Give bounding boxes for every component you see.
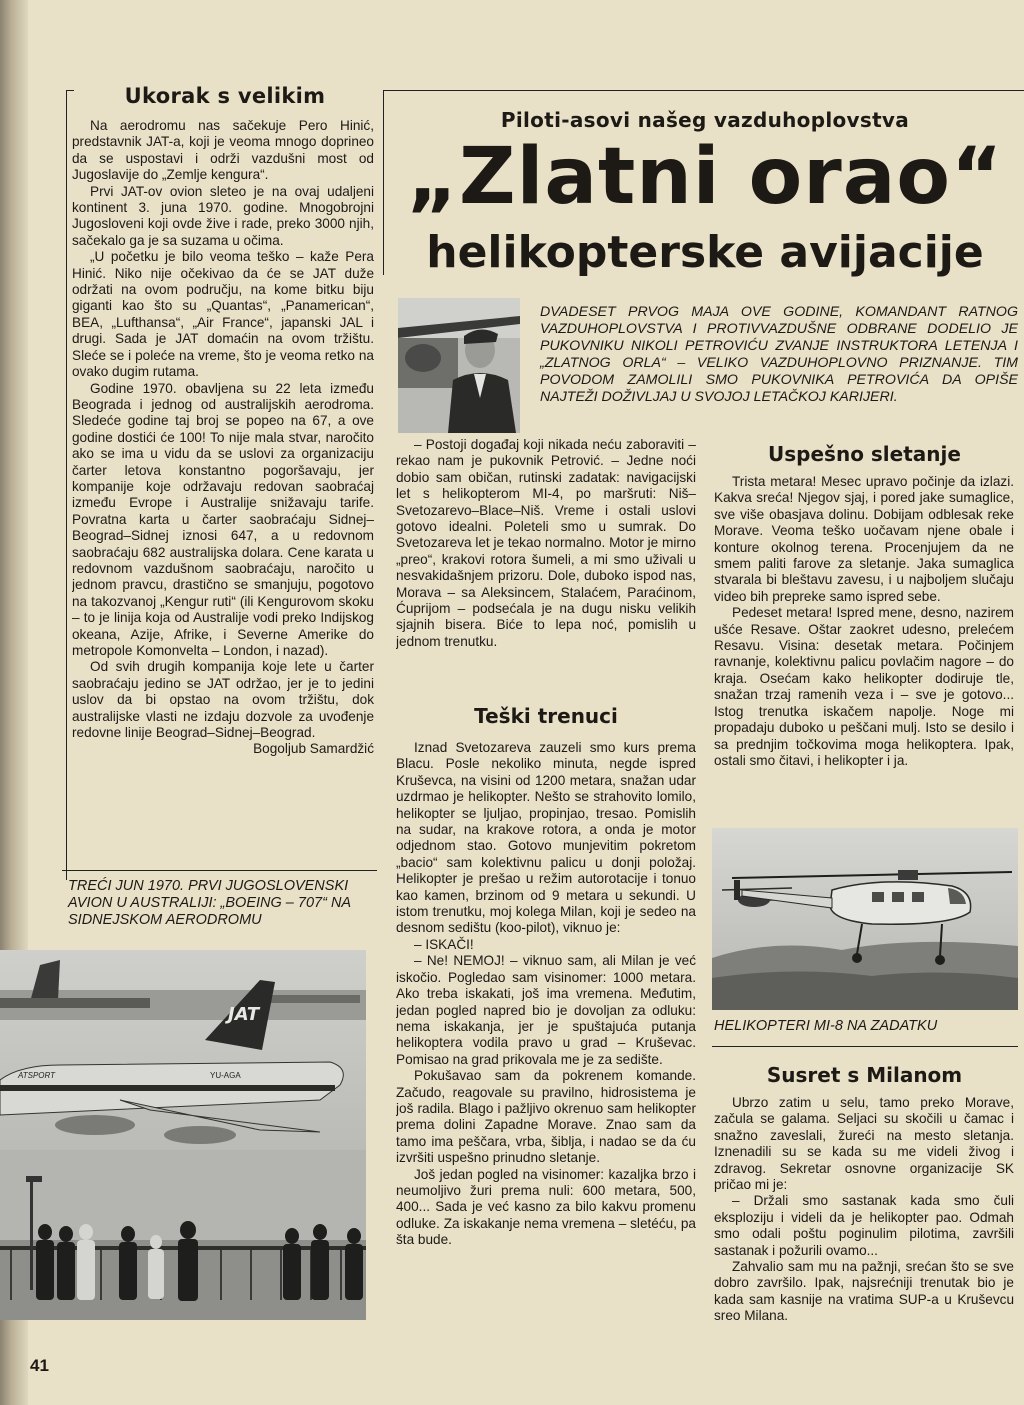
jet-tail-logo: JAT xyxy=(228,1004,260,1025)
section-teski-trenuci-title: Teški trenuci xyxy=(474,704,618,728)
jet-side-lettering: ATSPORT xyxy=(18,1071,56,1080)
airport-photo xyxy=(0,950,366,1320)
jet-registration: YU-AGA xyxy=(210,1071,241,1080)
section-uspesno-sletanje-title: Uspešno sletanje xyxy=(768,442,961,466)
section3-paragraph-3: Zahvalio sam mu na pažnji, srećan što se sve dobro završilo. Ipak, najsrećniji trenutak bio je kada sam kasnije na vratima SUP-a u Kruševcu sreo Milana. xyxy=(714,1259,1014,1324)
section2-paragraph-1: Trista metara! Mesec upravo počinje da izlazi. Kakva sreća! Njegov sjaj, i pored jake sumaglice, sve više obasjava dolinu. Dobijam odblesak reke Morave. Veoma teško uočavam njene obale i konture okolnog terena. Procenjujem da ne smem paliti farove za sletanje. Jaka sumaglica stvarala bi bleštavu zavesu, i u najboljem slučaju video bih prepreke samo ispred sebe. xyxy=(714,474,1014,604)
intro-paragraph-1: – Postoji događaj koji nikada neću zaboraviti – rekao nam je pukovnik Petrović. – Jedne noći dobio sam običan, rutinski zadatak: navigacijski let s helikopterom MI-4, po maršruti: Niš–Svetozarevo–Blace–Niš. Vreme i ostali uslovi gotovo idealni. Poleteli smo u sumrak. Do Svetozareva let je tekao normalno. Motor je mirno „preo“, krakovi rotora šumeli, a mi smo uživali u nesvakidašnjem prizoru. Dole, duboko ispod nas, Morava – sa Aleksincem, Stalaćem, Paraćinom, Ćuprijom – podsećala je na dugu nisku velikih sjajnih bisera. Biće to lepa noć, pomislih u jednom trenutku. xyxy=(396,437,696,649)
left-article-author: Bogoljub Samardžić xyxy=(253,741,374,757)
section-susret-s-milanom-body xyxy=(714,1095,1014,1335)
helicopter-photo-graphic xyxy=(712,828,1018,1010)
main-intro-body xyxy=(396,437,696,677)
main-title: „Zlatni orao“ xyxy=(406,132,1004,222)
section1-paragraph-2: – ISKAČI! xyxy=(414,936,474,952)
section-teski-trenuci-body xyxy=(396,740,696,1355)
section1-paragraph-4: Pokušavao sam da pokrenem komande. Začudo, reagovale su pravilno, hidrosistema je još radila. Blago i pažljivo okrenuo sam helikopter prema dolini Zapadne Morave. Znao sam da tamo ima peščara, vrba, šiblja, i nadao se da ću izvršiti uspešno prinudno sletanje. xyxy=(396,1068,696,1166)
section3-paragraph-1: Ubrzo zatim u selu, tamo preko Morave, začula se galama. Seljaci su skočili u čamac i snažno zaveslali, žureći na mesto sletanja. Iznenadili su se kada su me videli živog i zdravog. Sekretar osnovne organizacije SK pričao mi je: xyxy=(714,1095,1014,1193)
airport-photo-caption: TREĆI JUN 1970. PRVI JUGOSLOVENSKI AVION U AUSTRALIJI: „BOEING – 707“ NA SIDNEJSKOM AERODROMU xyxy=(68,878,351,928)
left-paragraph-2: Prvi JAT-ov ovion sleteo je na ovaj udaljeni kontinent 3. juna 1970. godine. Mnogobrojni Jugosloveni koji ovde žive i rade, preko 3000 njih, sačekalo ga je sa suzama u očima. xyxy=(72,183,374,248)
section1-paragraph-3: – Ne! NEMOJ! – viknuo sam, ali Milan je već iskočio. Pogledao sam visinomer: 1000 metara. Ako treba iskakati, još ima vremena. Međutim, jedan pogled napred bio je dovoljan za odluku: nema iskakanja, jer je spuštajuća putanja helikoptera vodila pravo u grad – Kruševac. Pomisao na grad prikovala me je za sedište. xyxy=(396,953,696,1067)
main-kicker: Piloti-asovi našeg vazduhoplovstva xyxy=(500,108,910,132)
page-number: 41 xyxy=(30,1356,49,1375)
main-box-top-rule xyxy=(383,90,1024,91)
left-column-rule xyxy=(66,90,67,880)
main-lead: DVADESET PRVOG MAJA OVE GODINE, KOMANDANT RATNOG VAZDUHOPLOVSTVA I PROTIVVAZDUŠNE ODBRANE DODELIO JE PUKOVNIKU NIKOLI PETROVIĆU ZVANJE INSTRUKTORA LETENJA I „ZLATNOG ORLA“ – VELIKO VAZDUHOPLOVNO PRIZNANJE. TIM POVODOM ZAMOLILI SMO PUKOVNIKA PETROVIĆA DA OPIŠE NAJTEŽI DOŽIVLJAJ U SVOJOJ LETAČKOJ KARIJERI. xyxy=(540,304,1018,405)
section3-paragraph-2: – Držali smo sastanak kada smo čuli eksploziju i videli da je helikopter pao. Odmah smo odali poštu poginulim pilotima, završili sastanak i požurili ovamo... xyxy=(714,1193,1014,1258)
pilot-portrait xyxy=(398,298,520,433)
left-paragraph-1: Na aerodromu nas sačekuje Pero Hinić, predstavnik JAT-a, koji je veoma mnogo doprineo da se uspostavi i održi vazdušni most od Jugoslavije do „Zemlje kengura“. xyxy=(72,118,374,183)
section1-paragraph-5: Još jedan pogled na visinomer: kazaljka brzo i neumoljivo žuri prema nuli: 600 metara, 500, 400... Sada je već kasno za bilo kakvu promenu odluke. Za iskakanje nema vremena – sletéću, pa šta bude. xyxy=(396,1166,696,1248)
left-paragraph-3: „U početku je bilo veoma teško – kaže Pera Hinić. Niko nije očekivao da će se JAT duže održati na ovom području, na kome bitku biju giganti kao što su „Quantas“, „Panamerican“, BEA, „Lufthansa“, „Air France“, japanski JAL i drugi. Sada je JAT domaćin na ovom tržištu. Sleće se i poleće na vreme, što je veoma retko na ovako dugim rutama. xyxy=(72,249,374,380)
airport-photo-graphic xyxy=(0,950,366,1320)
section1-paragraph-1: Iznad Svetozareva zauzeli smo kurs prema Blacu. Posle nekoliko minuta, negde ispred Kruševca, na visini od 1200 metara, snažan udar uzdrmao je helikopter. Nešto se strahovito lomilo, helikopter se ljuljao, propinjao, tresao. Pomislih na sudar, na krakove rotora, a onda je motor odjednom stao. Gotovo munjevitim pokretom „bacio“ sam kolektivnu palicu u donji položaj. Helikopter je prešao u režim autorotacije i tonuo kao kamen, brzinom od 9 metara u sekundi. U istom trenutku, moj kolega Milan, koji je sedeo na desnom sedištu (koo-pilot), viknuo je: xyxy=(396,740,696,936)
left-article-body xyxy=(72,118,374,860)
helicopter-photo xyxy=(712,828,1018,1010)
pilot-portrait-graphic xyxy=(398,298,520,433)
section3-top-rule xyxy=(712,1046,1018,1047)
left-caption-rule xyxy=(62,870,377,871)
main-subtitle: helikopterske avijacije xyxy=(426,227,984,278)
left-paragraph-5: Od svih drugih kompanija koje lete u čarter saobraćaju jedino se JAT održao, jer je to jedini uslov da bi opstao na ovom tržištu, dok australijske vlasti ne izdaju dozvole za uvođenje redovne linije Beograd–Sidnej–Beograd. xyxy=(72,659,374,741)
section2-paragraph-2: Pedeset metara! Ispred mene, desno, nazirem ušće Resave. Oštar zaokret udesno, prelećem Resavu. Visina: desetak metara. Počinjem ravnanje, kolektivnu palicu povlačim nagore – do kraja. Osećam kako helikopter dodiruje tle, snažan trzaj ramenih veza i – sve je gotovo... Istog trenutka iskačem napolje. Noge mi propadaju duboko u peščani mulj. Isto se desilo i sa prednjim točkovima moga helikoptera. Ipak, ostali smo čitavi, i helikopter i ja. xyxy=(714,605,1014,768)
left-paragraph-4: Godine 1970. obavljena su 22 leta između Beograda i jednog od australijskih aerodroma. Sledeće godine taj broj se popeo na 67, a ove godine dostići će 100! To nije mala stvar, naročito ako se ima u vidu da se uslovi za organizaciju čarter letova konstantno pogoršavaju, jer kompanije koje održavaju redovan saobraćaj između Evrope i Australije snižavaju tarife. Povratna karta u čarter saobraćaju Sidnej–Beograd–Sidnej iznosi 647, a u redovnom saobraćaju 682 australijska dolara. Cene karata u redovnom vazdušnom saobraćaju, naročito u jednom pravcu, drastično se smanjuju, pogotovo na takozvanoj „Kengur ruti“ (ili Kengurovom skoku – to je linija koja od Australije vodi preko Indijskog okeana, Azije, Afrike, i Severne Amerike do metropole Komonvelta – London, i nazad). xyxy=(72,380,374,658)
helicopter-photo-caption: HELIKOPTERI MI-8 NA ZADATKU xyxy=(714,1018,938,1034)
section-uspesno-sletanje-body xyxy=(714,474,1014,814)
section-susret-s-milanom-title: Susret s Milanom xyxy=(766,1063,963,1087)
main-box-left-rule xyxy=(383,90,384,275)
left-article-title: Ukorak s velikim xyxy=(124,84,326,108)
